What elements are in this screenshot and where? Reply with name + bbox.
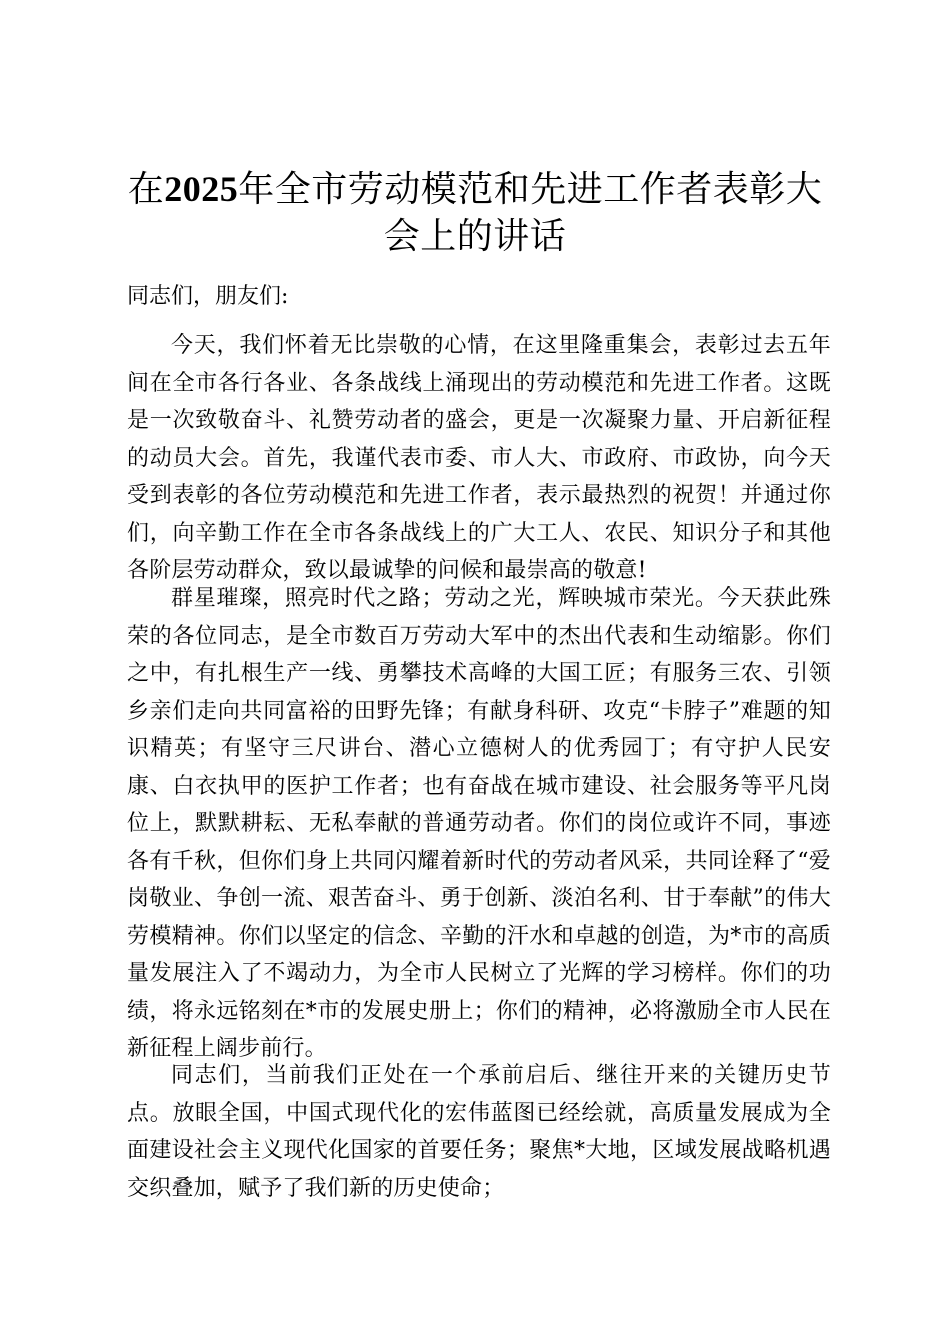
title-prefix: 在 [127, 169, 165, 210]
paragraph: 同志们，当前我们正处在一个承前启后、继往开来的关键历史节点。放眼全国，中国式现代化的宏伟蓝图已经绘就，高质量发展成为全面建设社会主义现代化国家的首要任务；聚焦*大地，区域发展战略机遇交织叠加，赋予了我们新的历史使命； [127, 1063, 831, 1201]
paragraph: 今天，我们怀着无比崇敬的心情，在这里隆重集会，表彰过去五年间在全市各行各业、各条战线上涌现出的劳动模范和先进工作者。这既是一次致敬奋斗、礼赞劳动者的盛会，更是一次凝聚力量、开启新征程的动员大会。首先，我谨代表市委、市人大、市政府、市政协，向今天受到表彰的各位劳动模范和先进工作者，表示最热烈的祝贺！并通过你们，向辛勤工作在全市各条战线上的广大工人、农民、知识分子和其他各阶层劳动群众，致以最诚挚的问候和最崇高的敬意! [127, 333, 831, 583]
title-suffix: 年全市劳动模范和先进工作者表彰大会上的讲话 [238, 169, 823, 257]
paragraph: 群星璀璨，照亮时代之路；劳动之光，辉映城市荣光。今天获此殊荣的各位同志，是全市数百万劳动大军中的杰出代表和生动缩影。你们之中，有扎根生产一线、勇攀技术高峰的大国工匠；有服务三农、引领乡亲们走向共同富裕的田野先锋；有献身科研、攻克“卡脖子”难题的知识精英；有坚守三尺讲台、潜心立德树人的优秀园丁；有守护人民安康、白衣执甲的医护工作者；也有奋战在城市建设、社会服务等平凡岗位上，默默耕耘、无私奉献的普通劳动者。你们的岗位或许不同，事迹各有千秋，但你们身上共同闪耀着新时代的劳动者风采，共同诠释了“爱岗敬业、争创一流、艰苦奋斗、勇于创新、淡泊名利、甘于奉献”的伟大劳模精神。你们以坚定的信念、辛勤的汗水和卓越的创造，为*市的高质量发展注入了不竭动力，为全市人民树立了光辉的学习榜样。你们的功绩，将永远铭刻在*市的发展史册上；你们的精神，必将激励全市人民在新征程上阔步前行。 [127, 586, 831, 1061]
document-title [110, 166, 840, 260]
title-year: 2025 [164, 169, 239, 209]
salutation: 同志们，朋友们: [127, 284, 289, 309]
